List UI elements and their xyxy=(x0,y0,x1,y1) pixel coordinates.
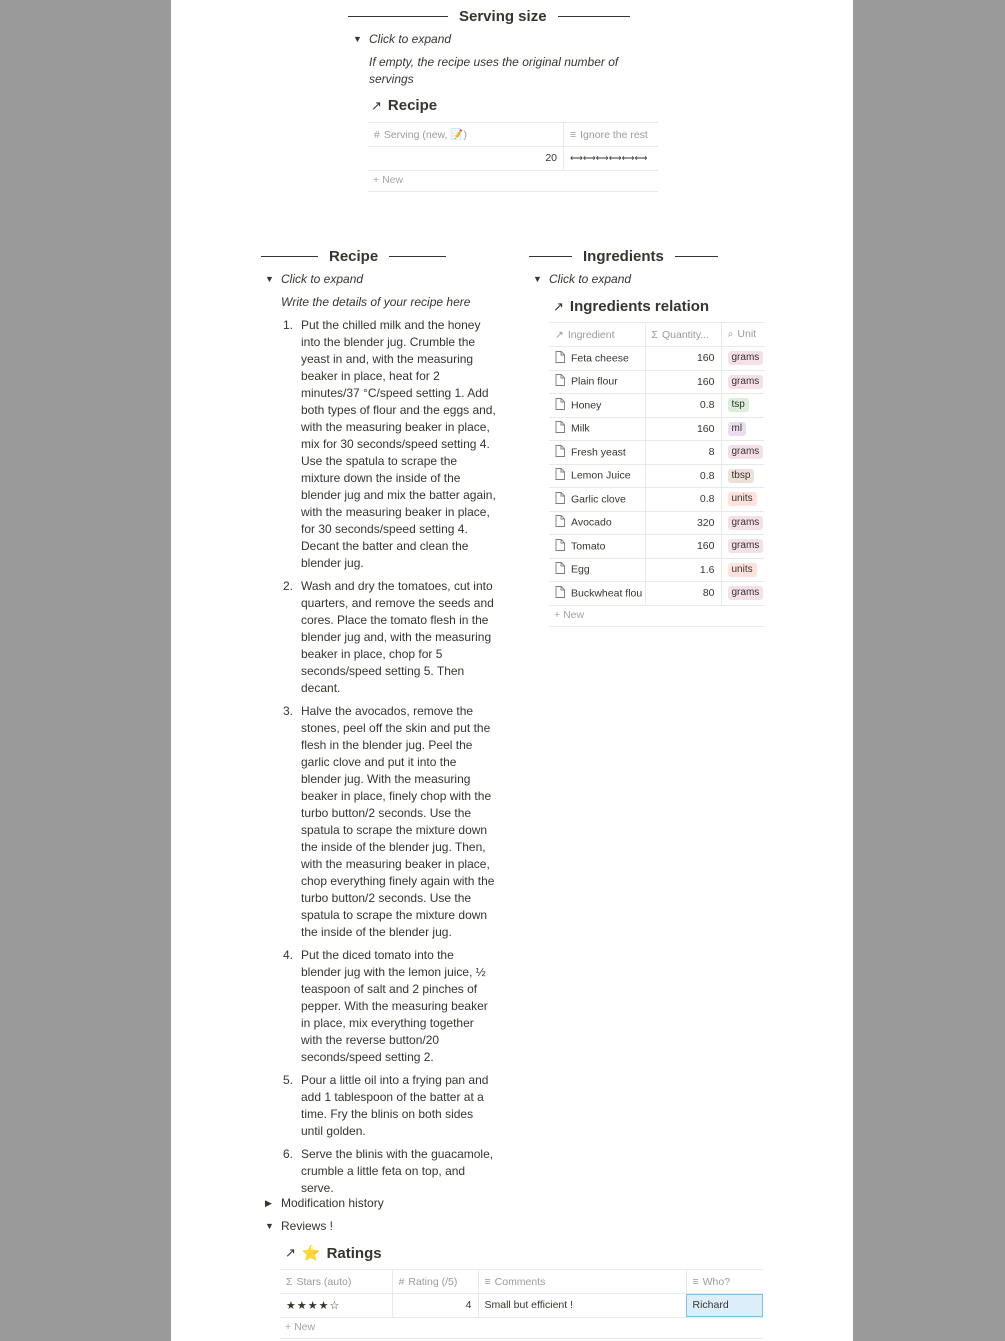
page-icon xyxy=(555,351,565,366)
relation-arrow-icon: ↗ xyxy=(555,328,564,341)
ingredient-name: Fresh yeast xyxy=(571,446,626,459)
ingredients-heading xyxy=(529,248,718,265)
quantity-cell[interactable]: 160 xyxy=(645,347,721,371)
page xyxy=(171,0,853,1341)
unit-tag: grams xyxy=(728,375,764,389)
quantity-cell[interactable]: 160 xyxy=(645,535,721,559)
unit-cell[interactable] xyxy=(721,464,764,488)
ratings-db-title-text: Ratings xyxy=(326,1244,382,1262)
unit-tag: grams xyxy=(728,586,764,600)
unit-cell[interactable] xyxy=(721,488,764,512)
unit-cell[interactable] xyxy=(721,511,764,535)
rating-value[interactable]: 4 xyxy=(392,1294,478,1318)
unit-tag: units xyxy=(728,563,757,577)
who-value[interactable]: Richard xyxy=(686,1294,763,1318)
unit-cell[interactable] xyxy=(721,441,764,465)
table-row xyxy=(549,370,764,394)
recipe-steps xyxy=(283,317,497,1203)
ingredient-name: Tomato xyxy=(571,540,606,553)
table-row xyxy=(549,417,764,441)
serving-toggle-label: Click to expand xyxy=(369,32,452,46)
serving-new-row[interactable]: + New xyxy=(368,169,658,192)
ingredient-name: Avocado xyxy=(571,516,612,529)
quantity-cell[interactable]: 160 xyxy=(645,417,721,441)
unit-cell[interactable] xyxy=(721,347,764,371)
list-item: 1. Put the chilled milk and the honey into the blender jug. Crumble the yeast in and, with the measuring beaker in place, heat for 2 minutes/37 °C/speed setting 1. Add both types of flour and the eggs and, with the measuring beaker in place, mix for 30 seconds/speed setting 4. Use the spatula to scrape the mixture down the inside of the blender jug and mix the batter again, with the measuring beaker in place, for 30 seconds/speed setting 4. Decant the batter and clean the blender jug. xyxy=(283,318,496,570)
list-item: 4. Put the diced tomato into the blender jug with the lemon juice, ½ teaspoon of salt and 2 pinches of pepper. With the measuring beaker in place, mix everything together with the reverse button/20 seconds/speed setting 2. xyxy=(283,948,488,1064)
list-item: 5. Pour a little oil into a frying pan and add 1 tablespoon of the batter at a time. Fry the blinis on both sides until golden. xyxy=(283,1073,489,1138)
number-icon: # xyxy=(398,1275,405,1288)
ingredient-name: Milk xyxy=(571,422,590,435)
unit-tag: grams xyxy=(728,539,764,553)
page-icon xyxy=(555,398,565,413)
serving-table xyxy=(368,122,658,171)
unit-cell[interactable] xyxy=(721,417,764,441)
toggle-open-icon: ▼ xyxy=(533,274,542,284)
col-stars[interactable]: Σ Stars (auto) xyxy=(280,1270,392,1294)
history-toggle[interactable] xyxy=(265,1196,384,1210)
unit-tag: units xyxy=(728,492,757,506)
toggle-open-icon: ▼ xyxy=(265,1221,274,1231)
ingredient-name: Feta cheese xyxy=(571,352,629,365)
plus-icon: + xyxy=(373,174,380,186)
col-who[interactable]: ≡ Who? xyxy=(686,1270,763,1294)
rest-value[interactable]: ⟷⟷⟷⟷⟷⟷ xyxy=(564,147,659,171)
serving-heading xyxy=(348,8,630,25)
unit-tag: tbsp xyxy=(728,469,755,483)
table-header-row xyxy=(280,1270,763,1294)
search-icon: ⌕ xyxy=(727,328,734,340)
unit-tag: grams xyxy=(728,351,764,365)
ratings-table xyxy=(280,1269,763,1318)
ingredient-name: Plain flour xyxy=(571,375,618,388)
table-row xyxy=(549,511,764,535)
ingredient-name: Buckwheat flou xyxy=(571,587,643,600)
quantity-cell[interactable]: 1.6 xyxy=(645,558,721,582)
unit-tag: grams xyxy=(728,445,764,459)
page-icon xyxy=(555,445,565,460)
ingredient-name: Egg xyxy=(571,563,590,576)
recipe-heading-text: Recipe xyxy=(329,248,379,265)
recipe-toggle-label: Click to expand xyxy=(281,272,364,286)
col-rating[interactable]: # Rating (/5) xyxy=(392,1270,478,1294)
unit-cell[interactable] xyxy=(721,558,764,582)
plus-icon: + xyxy=(285,1321,292,1333)
quantity-cell[interactable]: 320 xyxy=(645,511,721,535)
toggle-open-icon: ▼ xyxy=(353,34,362,44)
unit-tag: tsp xyxy=(728,398,749,412)
page-icon xyxy=(555,374,565,389)
unit-cell[interactable] xyxy=(721,394,764,418)
page-icon xyxy=(555,515,565,530)
recipe-heading xyxy=(261,248,446,265)
col-serving[interactable]: # Serving (new, 📝) xyxy=(368,123,564,147)
sigma-icon: Σ xyxy=(651,328,658,341)
history-label: Modification history xyxy=(281,1196,384,1210)
sigma-icon: Σ xyxy=(286,1275,293,1288)
ingredient-cell[interactable] xyxy=(549,370,645,394)
ingredient-cell[interactable] xyxy=(549,535,645,559)
table-row xyxy=(549,582,764,606)
ratings-new-row[interactable]: + New xyxy=(280,1316,763,1339)
reviews-label: Reviews ! xyxy=(281,1219,334,1233)
ingredient-cell[interactable] xyxy=(549,511,645,535)
list-item: 2. Wash and dry the tomatoes, cut into quarters, and remove the seeds and cores. Place the tomato flesh in the blender jug and, with the measuring beaker in place, chop for 5 seconds/speed setting 5. Then decant. xyxy=(283,579,494,695)
reviews-toggle[interactable] xyxy=(265,1219,333,1233)
link-arrow-icon: ↗ xyxy=(285,1245,296,1260)
table-row xyxy=(549,347,764,371)
table-header-row xyxy=(549,323,764,347)
ingredient-cell[interactable] xyxy=(549,558,645,582)
serving-toggle[interactable] xyxy=(353,32,451,46)
ingredients-db-title[interactable] xyxy=(553,298,709,315)
page-icon xyxy=(555,468,565,483)
list-item: 3. Halve the avocados, remove the stones, peel off the skin and put the flesh in the blender jug. Peel the garlic clove and put it into the blender jug. With the measuring beaker in place, finely chop with the turbo button/2 seconds. Use the spatula to scrape the mixture down the inside of the blender jug. Then, with the measuring beaker in place, chop everything finely again with the turbo button/2 seconds. Use the spatula to scrape the mixture down the inside of the blender jug. xyxy=(283,704,495,939)
toggle-closed-icon: ▶ xyxy=(265,1197,272,1208)
unit-cell[interactable] xyxy=(721,535,764,559)
serving-heading-text: Serving size xyxy=(459,8,547,25)
table-row xyxy=(549,535,764,559)
ingredient-cell[interactable] xyxy=(549,347,645,371)
ingredients-db-title-text: Ingredients relation xyxy=(569,298,710,315)
plus-icon: + xyxy=(554,609,561,621)
ingredient-cell[interactable] xyxy=(549,464,645,488)
text-icon: ≡ xyxy=(692,1275,699,1288)
table-row xyxy=(549,464,764,488)
recipe-toggle[interactable] xyxy=(265,272,363,286)
ingredient-cell[interactable] xyxy=(549,394,645,418)
recipe-intro: Write the details of your recipe here xyxy=(281,295,471,309)
link-arrow-icon: ↗ xyxy=(553,298,564,314)
ingredients-toggle[interactable] xyxy=(533,272,631,286)
number-icon: # xyxy=(374,129,380,141)
page-icon xyxy=(555,562,565,577)
col-ignore[interactable]: ≡ Ignore the rest xyxy=(564,123,659,147)
toggle-open-icon: ▼ xyxy=(265,274,274,284)
ingredients-heading-text: Ingredients xyxy=(583,248,664,265)
serving-value[interactable]: 20 xyxy=(368,147,564,171)
quantity-cell[interactable]: 80 xyxy=(645,582,721,606)
col-quantity[interactable]: Σ Quantity... xyxy=(645,323,721,347)
text-icon: ≡ xyxy=(484,1275,491,1288)
quantity-cell[interactable]: 0.8 xyxy=(645,394,721,418)
col-unit[interactable]: ⌕ Unit xyxy=(721,323,764,347)
serving-db-title-text: Recipe xyxy=(387,97,438,114)
quantity-cell[interactable]: 0.8 xyxy=(645,488,721,512)
quantity-cell[interactable]: 0.8 xyxy=(645,464,721,488)
ingredient-name: Garlic clove xyxy=(571,493,626,506)
table-row xyxy=(280,1294,763,1318)
table-row xyxy=(549,558,764,582)
ratings-db-title[interactable] xyxy=(285,1244,382,1262)
col-ingredient[interactable]: ↗ Ingredient xyxy=(549,323,645,347)
ingredient-cell[interactable] xyxy=(549,441,645,465)
unit-cell[interactable] xyxy=(721,370,764,394)
table-row xyxy=(549,441,764,465)
serving-note: If empty, the recipe uses the original number of servings xyxy=(369,55,619,86)
serving-db-title[interactable] xyxy=(371,97,437,114)
unit-cell[interactable] xyxy=(721,582,764,606)
table-row xyxy=(549,488,764,512)
table-header-row xyxy=(368,123,658,147)
ingredient-cell[interactable] xyxy=(549,582,645,606)
ingredient-name: Honey xyxy=(571,399,602,412)
unit-tag: grams xyxy=(728,516,764,530)
ingredient-cell[interactable] xyxy=(549,488,645,512)
stars-value[interactable]: ★★★★☆ xyxy=(280,1294,392,1318)
ingredient-cell[interactable] xyxy=(549,417,645,441)
star-icon: ⭐ xyxy=(301,1245,321,1262)
quantity-cell[interactable]: 8 xyxy=(645,441,721,465)
table-row xyxy=(549,394,764,418)
page-icon xyxy=(555,539,565,554)
page-icon xyxy=(555,586,565,601)
list-item: 6. Serve the blinis with the guacamole, crumble a little feta on top, and serve. xyxy=(283,1147,494,1195)
col-comments[interactable]: ≡ Comments xyxy=(478,1270,686,1294)
comment-value[interactable]: Small but efficient ! xyxy=(478,1294,686,1318)
quantity-cell[interactable]: 160 xyxy=(645,370,721,394)
ingredient-name: Lemon Juice xyxy=(571,469,631,482)
ingredients-toggle-label: Click to expand xyxy=(549,272,632,286)
text-icon: ≡ xyxy=(570,128,577,141)
page-icon xyxy=(555,492,565,507)
link-arrow-icon: ↗ xyxy=(371,97,382,113)
ingredients-new-row[interactable]: + New xyxy=(549,604,764,627)
unit-tag: ml xyxy=(728,422,747,436)
page-icon xyxy=(555,421,565,436)
ingredients-table xyxy=(549,322,764,606)
table-row xyxy=(368,147,658,171)
